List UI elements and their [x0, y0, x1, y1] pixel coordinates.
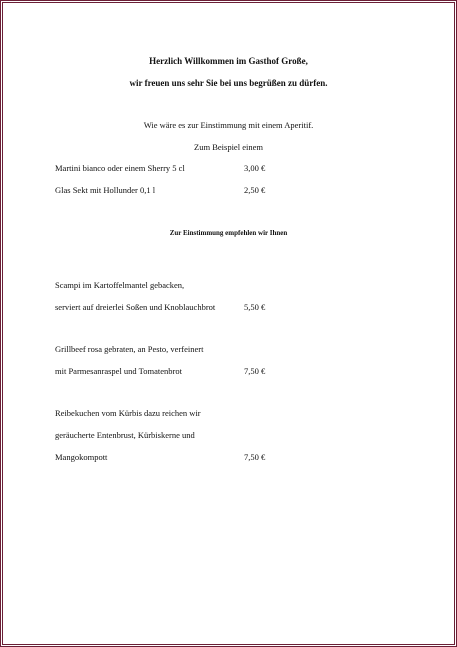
aperitif-example: Zum Beispiel einem [194, 142, 263, 152]
starter-item-line: geräucherte Entenbrust, Kürbiskerne und [55, 430, 195, 440]
aperitif-item-price: 3,00 € [244, 163, 266, 173]
greeting-line-2: wir freuen uns sehr Sie bei uns begrüßen zu dürfen. [129, 78, 328, 88]
starters-heading: Zur Einstimmung empfehlen wir Ihnen [169, 229, 288, 237]
aperitif-item-name: Glas Sekt mit Hollunder 0,1 l [55, 185, 156, 195]
starter-item-price: 7,50 € [244, 452, 266, 462]
greeting-line-1: Herzlich Willkommen im Gasthof Große, [149, 56, 308, 66]
aperitif-item-price: 2,50 € [244, 185, 266, 195]
starter-item-line: serviert auf dreierlei Soßen und Knoblauchbrot [55, 302, 216, 312]
starter-item-line: Scampi im Kartoffelmantel gebacken, [55, 280, 185, 290]
aperitif-intro: Wie wäre es zur Einstimmung mit einem Aperitif. [143, 120, 314, 130]
starter-item-price: 5,50 € [244, 302, 266, 312]
starter-item-line: mit Parmesanraspel und Tomatenbrot [55, 366, 182, 376]
starter-item-line: Reibekuchen vom Kürbis dazu reichen wir [55, 408, 201, 418]
starter-item-price: 7,50 € [244, 366, 266, 376]
starter-item-line: Grillbeef rosa gebraten, an Pesto, verfeinert [55, 344, 204, 354]
starter-item-line: Mangokompott [55, 452, 108, 462]
aperitif-item-name: Martini bianco oder einem Sherry 5 cl [55, 163, 185, 173]
